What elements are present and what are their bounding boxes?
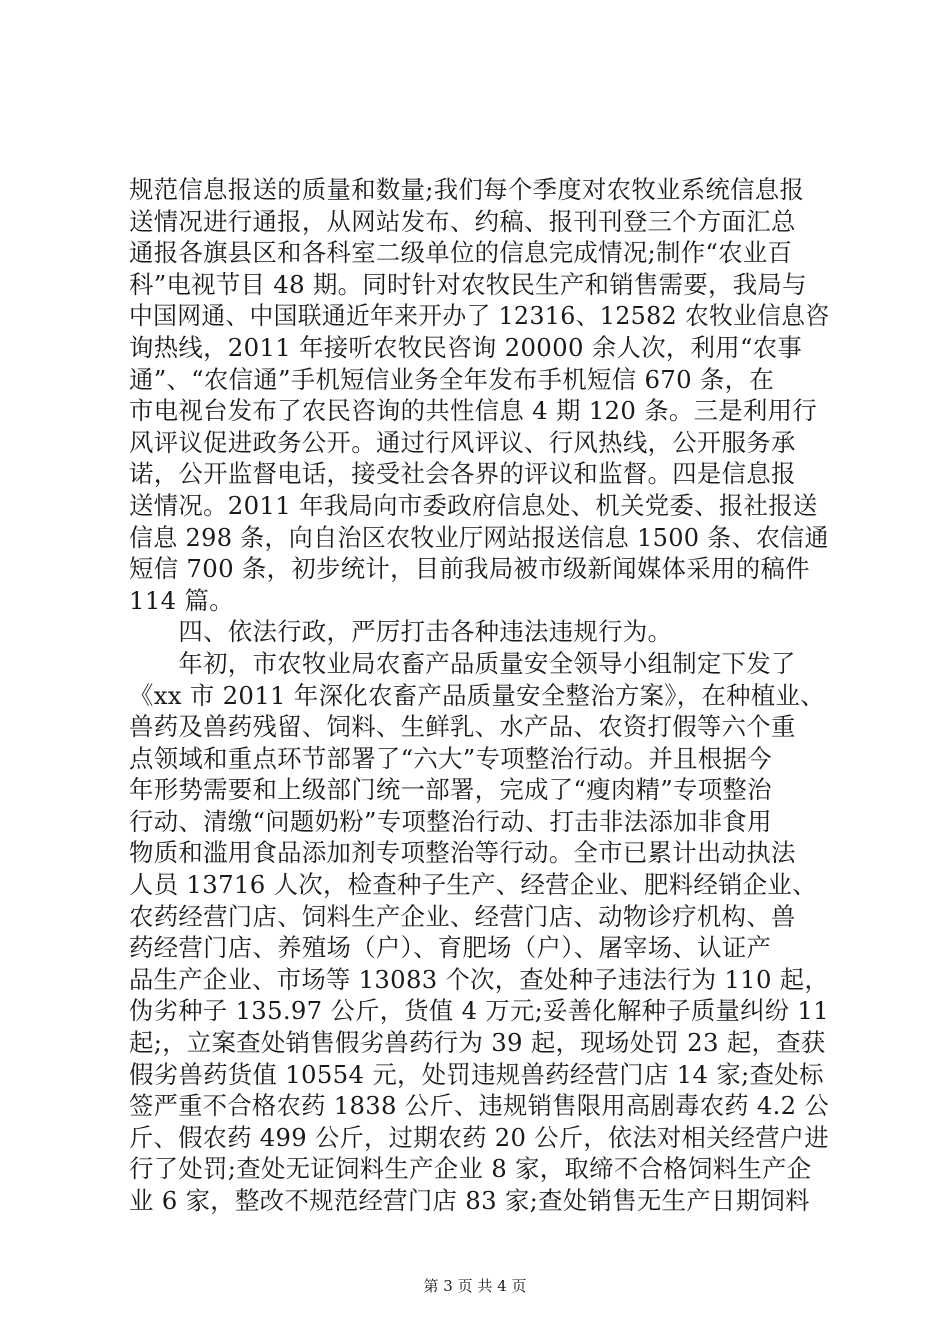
text-line: 人员 13716 人次，检查种子生产、经营企业、肥料经销企业、 (129, 870, 817, 900)
text-line: 年初，市农牧业局农畜产品质量安全领导小组制定下发了 (129, 648, 796, 678)
text-line: 送情况。2011 年我局向市委政府信息处、机关党委、报社报送 (129, 490, 818, 520)
text-line: 业 6 家，整改不规范经营门店 83 家;查处销售无生产日期饲料 (129, 1186, 810, 1215)
text-line: 询热线，2011 年接听农牧民咨询 20000 余人次，利用“农事 (129, 332, 803, 362)
section-heading: 四、依法行政，严厉打击各种违法违规行为。 (129, 617, 673, 647)
text-line: 年形势需要和上级部门统一部署，完成了“瘦肉精”专项整治 (129, 775, 772, 805)
text-line: 假劣兽药货值 10554 元，处罚违规兽药经营门店 14 家;查处标 (129, 1059, 824, 1089)
text-line: 中国网通、中国联通近年来开办了 12316、12582 农牧业信息咨 (129, 301, 830, 331)
text-line: 药经营门店、养殖场（户）、育肥场（户）、屠宰场、认证产 (129, 933, 772, 963)
page-number: 第 3 页 共 4 页 (423, 1277, 527, 1295)
text-line: 科”电视节目 48 期。同时针对农牧民生产和销售需要，我局与 (129, 269, 807, 299)
text-line: 《xx 市 2011 年深化农畜产品质量安全整治方案》，在种植业、 (129, 680, 825, 710)
text-line: 物质和滥用食品添加剂专项整治等行动。全市已累计出动执法 (129, 838, 796, 868)
text-line: 品生产企业、市场等 13083 个次，查处种子违法行为 110 起， (129, 964, 829, 994)
text-line: 风评议促进政务公开。通过行风评议、行风热线，公开服务承 (129, 427, 796, 457)
text-line: 签严重不合格农药 1838 公斤、违规销售限用高剧毒农药 4.2 公 (129, 1091, 830, 1121)
text-line: 兽药及兽药残留、饲料、生鲜乳、水产品、农资打假等六个重 (129, 712, 796, 742)
text-line: 点领域和重点环节部署了“六大”专项整治行动。并且根据今 (129, 743, 772, 773)
text-line: 伪劣种子 135.97 公斤，货值 4 万元;妥善化解种子质量纠纷 11 (129, 996, 829, 1026)
text-line: 短信 700 条，初步统计，目前我局被市级新闻媒体采用的稿件 (129, 554, 810, 584)
text-line: 信息 298 条，向自治区农牧业厅网站报送信息 1500 条、农信通 (129, 522, 829, 552)
text-line: 规范信息报送的质量和数量;我们每个季度对农牧业系统信息报 (129, 175, 805, 204)
text-line: 通报各旗县区和各科室二级单位的信息完成情况;制作“农业百 (129, 238, 793, 268)
text-line: 市电视台发布了农民咨询的共性信息 4 期 120 条。三是利用行 (129, 396, 818, 426)
text-line: 行了处罚;查处无证饲料生产企业 8 家，取缔不合格饲料生产企 (129, 1154, 812, 1184)
text-line: 诺，公开监督电话，接受社会各界的评议和监督。四是信息报 (129, 459, 796, 489)
text-line: 114 篇。 (129, 585, 234, 615)
text-line: 通”、“农信通”手机短信业务全年发布手机短信 670 条，在 (129, 364, 775, 394)
page-footer (0, 1276, 950, 1296)
text-line: 起;，立案查处销售假劣兽药行为 39 起，现场处罚 23 起，查获 (129, 1028, 826, 1058)
text-line: 斤、假农药 499 公斤，过期农药 20 公斤，依法对相关经营户进 (129, 1122, 829, 1152)
body-text (129, 174, 829, 1217)
text-line: 行动、清缴“问题奶粉”专项整治行动、打击非法添加非食用 (129, 806, 772, 836)
text-line: 送情况进行通报，从网站发布、约稿、报刊刊登三个方面汇总 (129, 206, 796, 236)
text-line: 农药经营门店、饲料生产企业、经营门店、动物诊疗机构、兽 (129, 901, 796, 931)
